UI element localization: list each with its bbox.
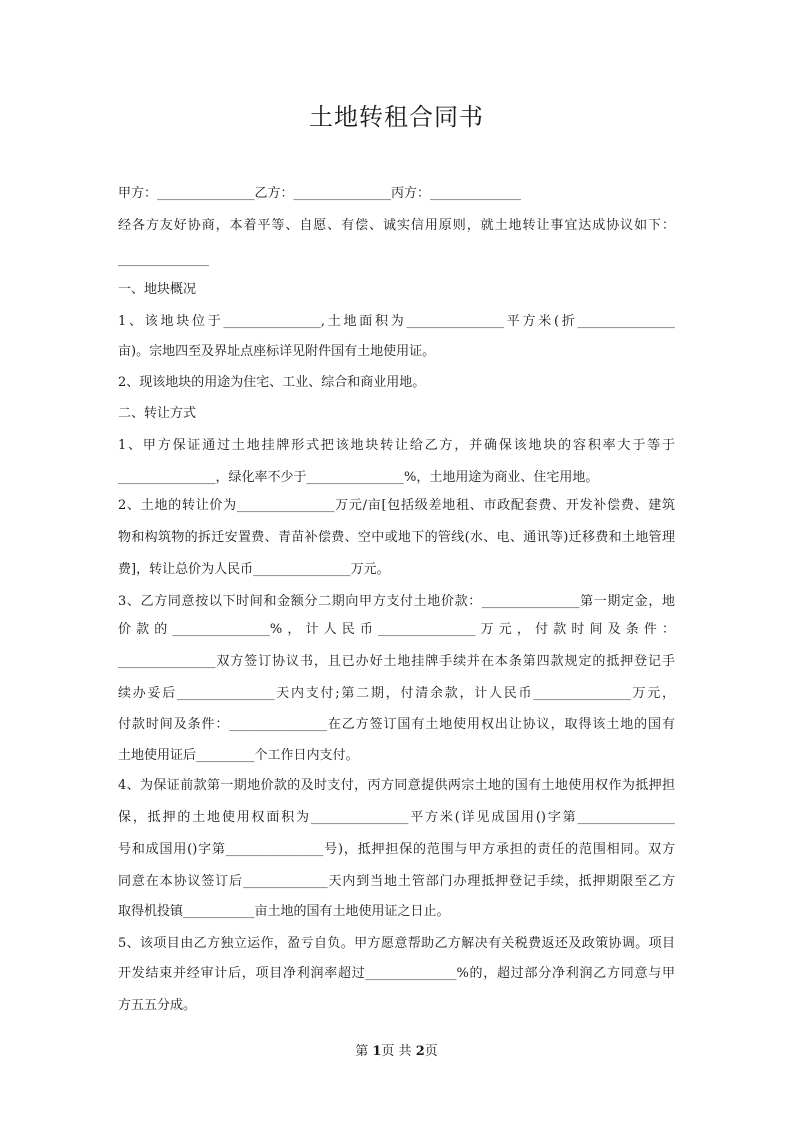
parties-line: 甲方：_______________乙方：_______________丙方：______________ — [118, 186, 522, 201]
footer-prefix: 第 — [355, 1044, 373, 1059]
body-line: 经各方友好协商，本着平等、自愿、有偿、诚实信用原则，就土地转让事宜达成协议如下： — [118, 218, 675, 233]
page-footer — [0, 1040, 793, 1064]
body-line: 费]，转让总价为人民币_______________万元。 — [118, 562, 390, 577]
body-line: 4、为保证前款第一期地价款的及时支付，丙方同意提供两宗土地的国有土地使用权作为抵押担 — [118, 778, 675, 793]
body-line: _______________双方签订协议书，且已办好土地挂牌手续并在本条第四款规定的抵押登记手 — [118, 654, 675, 669]
body-line: 2、土地的转让价为_______________万元/亩[包括级差地租、市政配套费、开发补偿费、建筑 — [118, 498, 675, 513]
document-title: 土地转租合同书 — [309, 103, 484, 131]
body-line: 2、现该地块的用途为住宅、工业、综合和商业用地。 — [118, 375, 426, 390]
body-line: _______________，绿化率不少于_______________%，土地用途为商业、住宅用地。 — [118, 470, 599, 485]
body-line: 付款时间及条件：_______________在乙方签订国有土地使用权出让协议，取得该土地的国有 — [118, 717, 675, 732]
footer-middle: 页 共 — [381, 1044, 416, 1059]
body-line: 1、该地块位于_______________,土地面积为_______________平方米(折_______________ — [118, 314, 675, 329]
body-line: 物和构筑物的拆迁安置费、青苗补偿费、空中或地下的管线(水、电、通讯等)迁移费和土地管理 — [118, 530, 675, 545]
body-line: 号和成国用()字第_______________号)，抵押担保的范围与甲方承担的责任的范围相同。双方 — [118, 842, 675, 857]
body-line: 续办妥后_______________天内支付;第二期，付清余款，计人民币_______________万元， — [118, 686, 675, 701]
section-heading: 二、转让方式 — [118, 406, 197, 421]
body-line: 取得机投镇___________亩土地的国有土地使用证之日止。 — [118, 904, 450, 919]
body-line: 价款的_______________%，计人民币_______________万元，付款时间及条件： — [118, 622, 675, 637]
current-page-number: 1 — [372, 1044, 382, 1059]
body-line: 同意在本协议签订后_____________天内到当地土管部门办理抵押登记手续，抵押期限至乙方 — [118, 874, 675, 889]
body-line: 1、甲方保证通过土地挂牌形式把该地块转让给乙方，并确保该地块的容积率大于等于 — [118, 438, 675, 453]
footer-suffix: 页 — [424, 1044, 438, 1059]
body-line: 开发结束并经审计后，项目净利润率超过______________%的，超过部分净利润乙方同意与甲 — [118, 966, 675, 981]
body-line: 保，抵押的土地使用权面积为_______________平方米(详见成国用()字第_______________ — [118, 810, 675, 825]
body-line: ______________ — [118, 252, 209, 267]
section-heading: 一、地块概况 — [118, 282, 197, 297]
body-line: 3、乙方同意按以下时间和金额分二期向甲方支付土地价款：_______________第一期定金，地 — [118, 594, 675, 609]
total-pages-number: 2 — [415, 1044, 425, 1059]
body-line: 方五五分成。 — [118, 998, 197, 1013]
body-line: 土地使用证后_________个工作日内支付。 — [118, 748, 359, 763]
body-line: 亩)。宗地四至及界址点座标详见附件国有土地使用证。 — [118, 344, 436, 359]
body-line: 5、该项目由乙方独立运作，盈亏自负。甲方愿意帮助乙方解决有关税费返还及政策协调。项目 — [118, 936, 675, 951]
